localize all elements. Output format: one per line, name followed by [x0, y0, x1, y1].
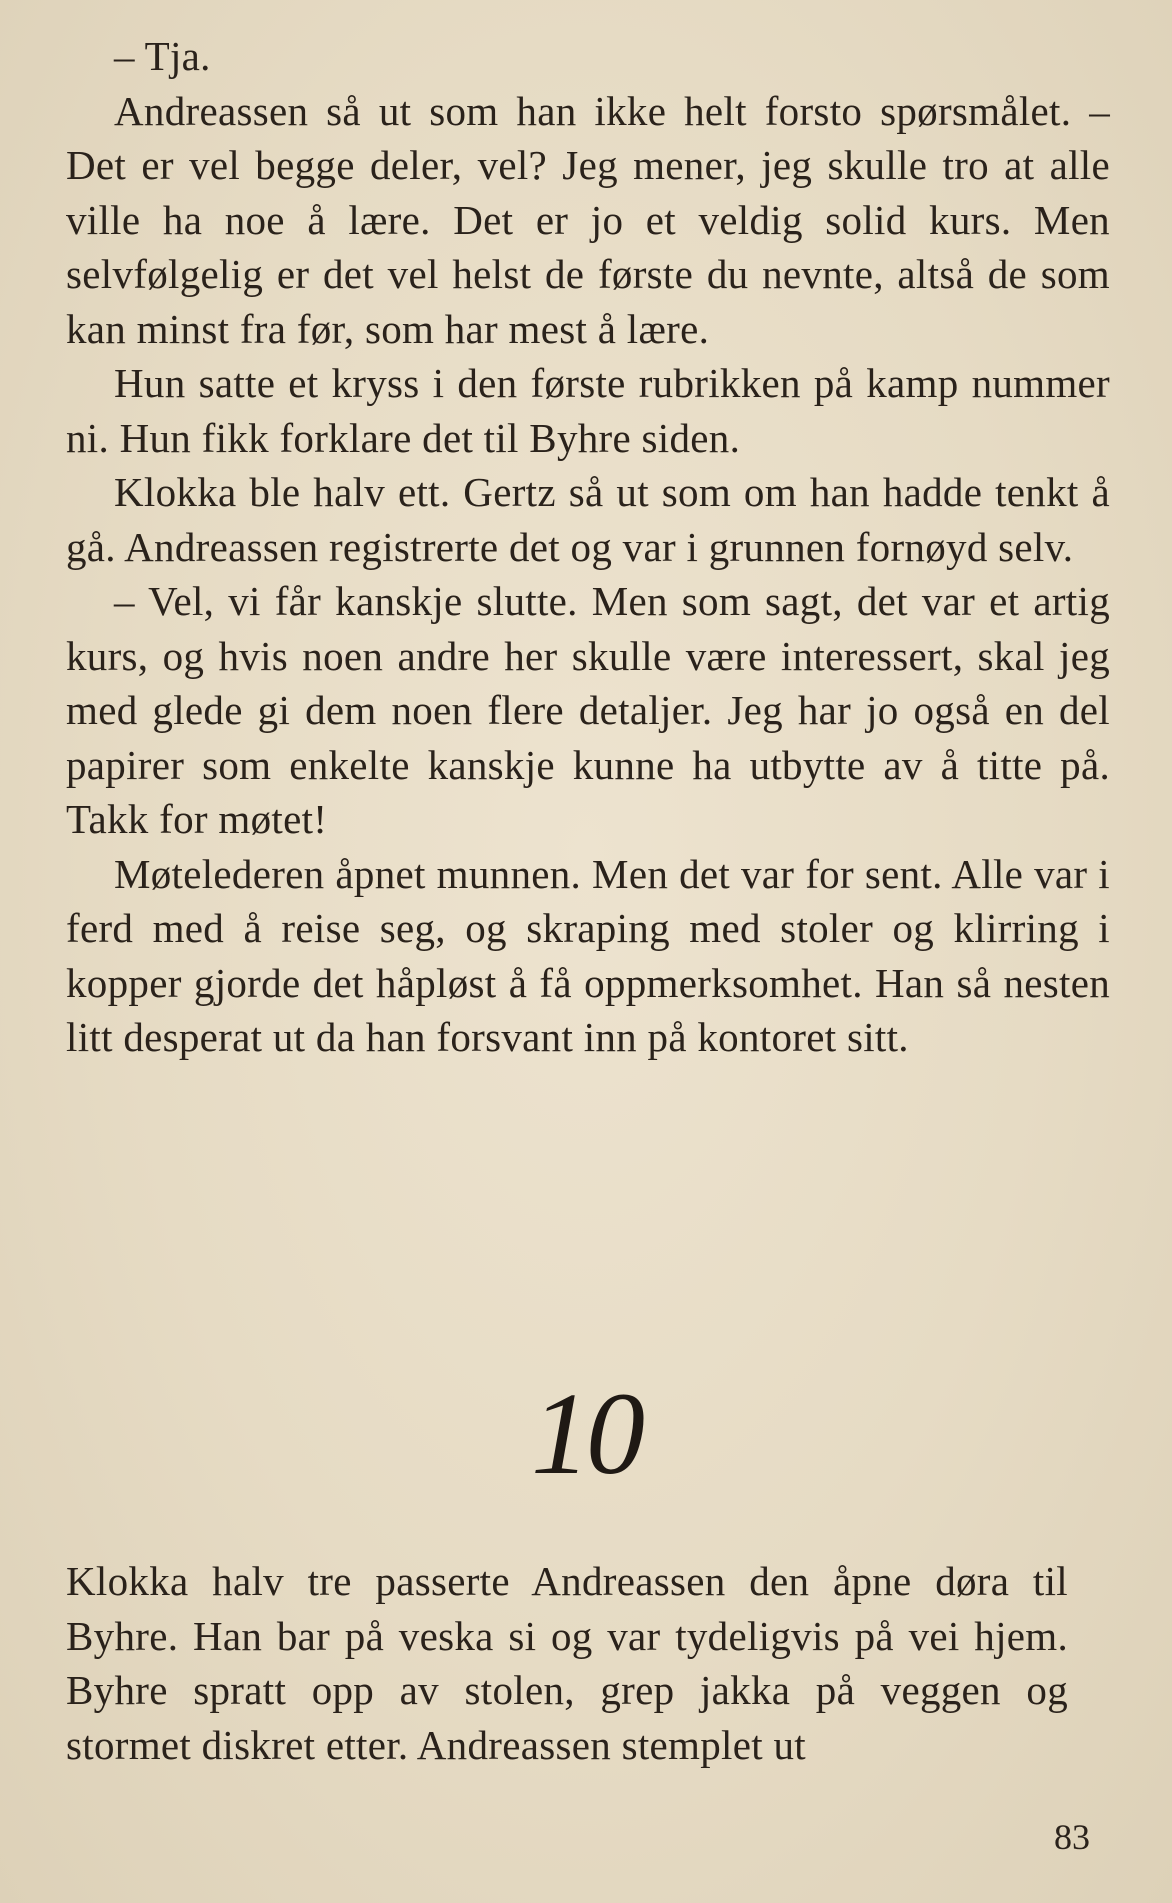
paragraph-kryss: Hun satte et kryss i den første rubrikken på kamp nummer ni. Hun fikk forklare det til Byhre siden. [66, 360, 1110, 461]
paragraph-andreassen-answer: Andreassen så ut som han ikke helt forsto spørsmålet. – Det er vel begge deler, vel? Jeg mener, jeg skulle tro at alle ville ha noe å lære. Det er jo et veldig solid kurs. Men selvfølgelig er det vel helst de første du nevnte, altså de som kan minst fra før, som har mest å lære. [66, 87, 1110, 352]
paragraph-tja: – Tja. [114, 33, 211, 79]
chapter-10-opening-text [66, 1554, 1068, 1772]
paragraph-klokka-halv-tre: Klokka halv tre passerte Andreassen den åpne døra til Byhre. Han bar på veska si og var tydeligvis på vei hjem. Byhre spratt opp av stolen, grep jakka på veggen og stormet diskret etter. Andreassen stemplet ut [66, 1558, 1068, 1768]
chapter-9-ending-text [66, 29, 1110, 1065]
chapter-number: 10 [531, 1368, 641, 1499]
paragraph-klokka-halv-ett: Klokka ble halv ett. Gertz så ut som om han hadde tenkt å gå. Andreassen registrerte det og var i grunnen fornøyd selv. [66, 469, 1110, 570]
paragraph-moetelederen: Møtelederen åpnet munnen. Men det var for sent. Alle var i ferd med å reise seg, og skraping med stoler og klirring i kopper gjorde det håpløst å få oppmerksomhet. Han så nesten litt desperat ut da han forsvant inn på kontoret sitt. [66, 850, 1110, 1060]
paragraph-vel-slutte: – Vel, vi får kanskje slutte. Men som sagt, det var et artig kurs, og hvis noen andre her skulle være interessert, skal jeg med glede gi dem noen flere detaljer. Jeg har jo også en del papirer som enkelte kanskje kunne ha utbytte av å titte på. Takk for møtet! [66, 578, 1110, 842]
page-number: 83 [1054, 1817, 1090, 1857]
